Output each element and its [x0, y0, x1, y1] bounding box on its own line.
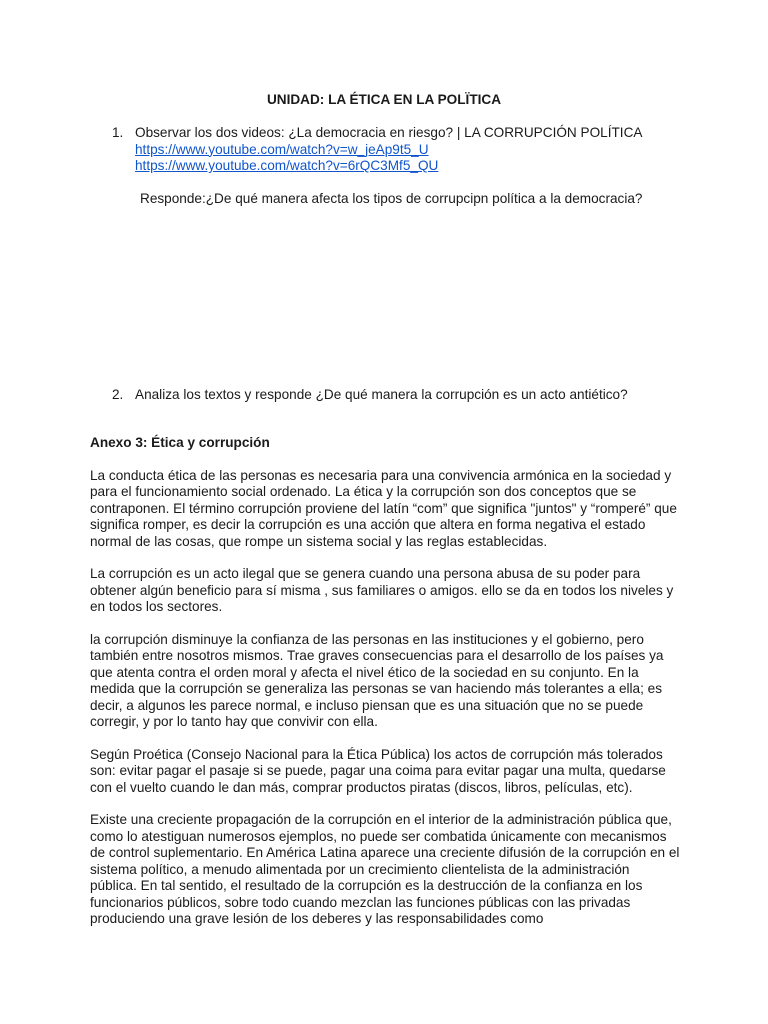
question-1-number: 1. [112, 125, 124, 140]
annex-title: Anexo 3: Ética y corrupción [90, 435, 270, 450]
paragraph-4: Según Proética (Consejo Nacional para la Ética Pública) los actos de corrupción más tolerados son: evitar pagar el pasaje si se puede, pagar una coima para evitar pagar una multa, quedarse con el vuelto cuando le dan más, comprar productos piratas (discos, libros, películas, etc). [90, 746, 666, 795]
paragraph-2: La corrupción es un acto ilegal que se genera cuando una persona abusa de su poder para obtener algún beneficio para sí misma , sus familiares o amigos. ello se da en todos los niveles y en todos los sectores. [90, 566, 674, 615]
paragraph-5: Existe una creciente propagación de la corrupción en el interior de la administración pública que, como lo atestiguan numerosos ejemplos, no puede ser combatida únicamente con mecanismos de control suplementario. En América Latina aparece una creciente difusión de la corrupción en el sistema político, a menudo alimentada por un crecimiento clientelista de la administración pública. En tal sentido, el resultado de la corrupción es la destrucción de la confianza en los funcionarios públicos, sobre todo cuando mezclan las funciones públicas con las privadas produciendo una grave lesión de los deberes y las responsabilidades como [90, 812, 680, 926]
question-1-respond: Responde:¿De qué manera afecta los tipos de corrupcipn política a la democracia? [140, 191, 643, 206]
question-2-number: 2. [112, 387, 124, 402]
paragraph-3: la corrupción disminuye la confianza de las personas en las instituciones y el gobierno, pero también entre nosotros mismos. Trae graves consecuencias para el desarrollo de los países ya que atenta contra el orden moral y afecta el nivel ético de la sociedad en su conjunto. En la medida que la corrupción se generaliza las personas se van haciendo más tolerantes a ella; es decir, a algunos les parece normal, e incluso piensan que es una situación que no se puede corregir, y por lo tanto hay que convivir con ella. [90, 632, 664, 730]
question-1-text: Observar los dos videos: ¿La democracia en riesgo? | LA CORRUPCIÓN POLÍTICA [135, 125, 643, 140]
question-2 [112, 387, 732, 402]
question-1 [112, 125, 732, 175]
question-2-text: Analiza los textos y responde ¿De qué manera la corrupción es un acto antiético? [135, 387, 628, 402]
annex-body [90, 468, 680, 944]
document-title: UNIDAD: LA ÉTICA EN LA POLÏTICA [266, 92, 502, 107]
video-link-1[interactable]: https://www.youtube.com/watch?v=w_jeAp9t5_U [135, 141, 429, 157]
video-link-2[interactable]: https://www.youtube.com/watch?v=6rQC3Mf5_QU [135, 158, 439, 173]
paragraph-1: La conducta ética de las personas es necesaria para una convivencia armónica en la sociedad y para el funcionamiento social ordenado. La ética y la corrupción son dos conceptos que se contraponen. El término corrupción proviene del latín “com” que significa "juntos" y “romperé” que significa romper, es decir la corrupción es una acción que altera en forma negativa el estado normal de las cosas, que rompe un sistema social y las reglas establecidas. [90, 468, 677, 549]
